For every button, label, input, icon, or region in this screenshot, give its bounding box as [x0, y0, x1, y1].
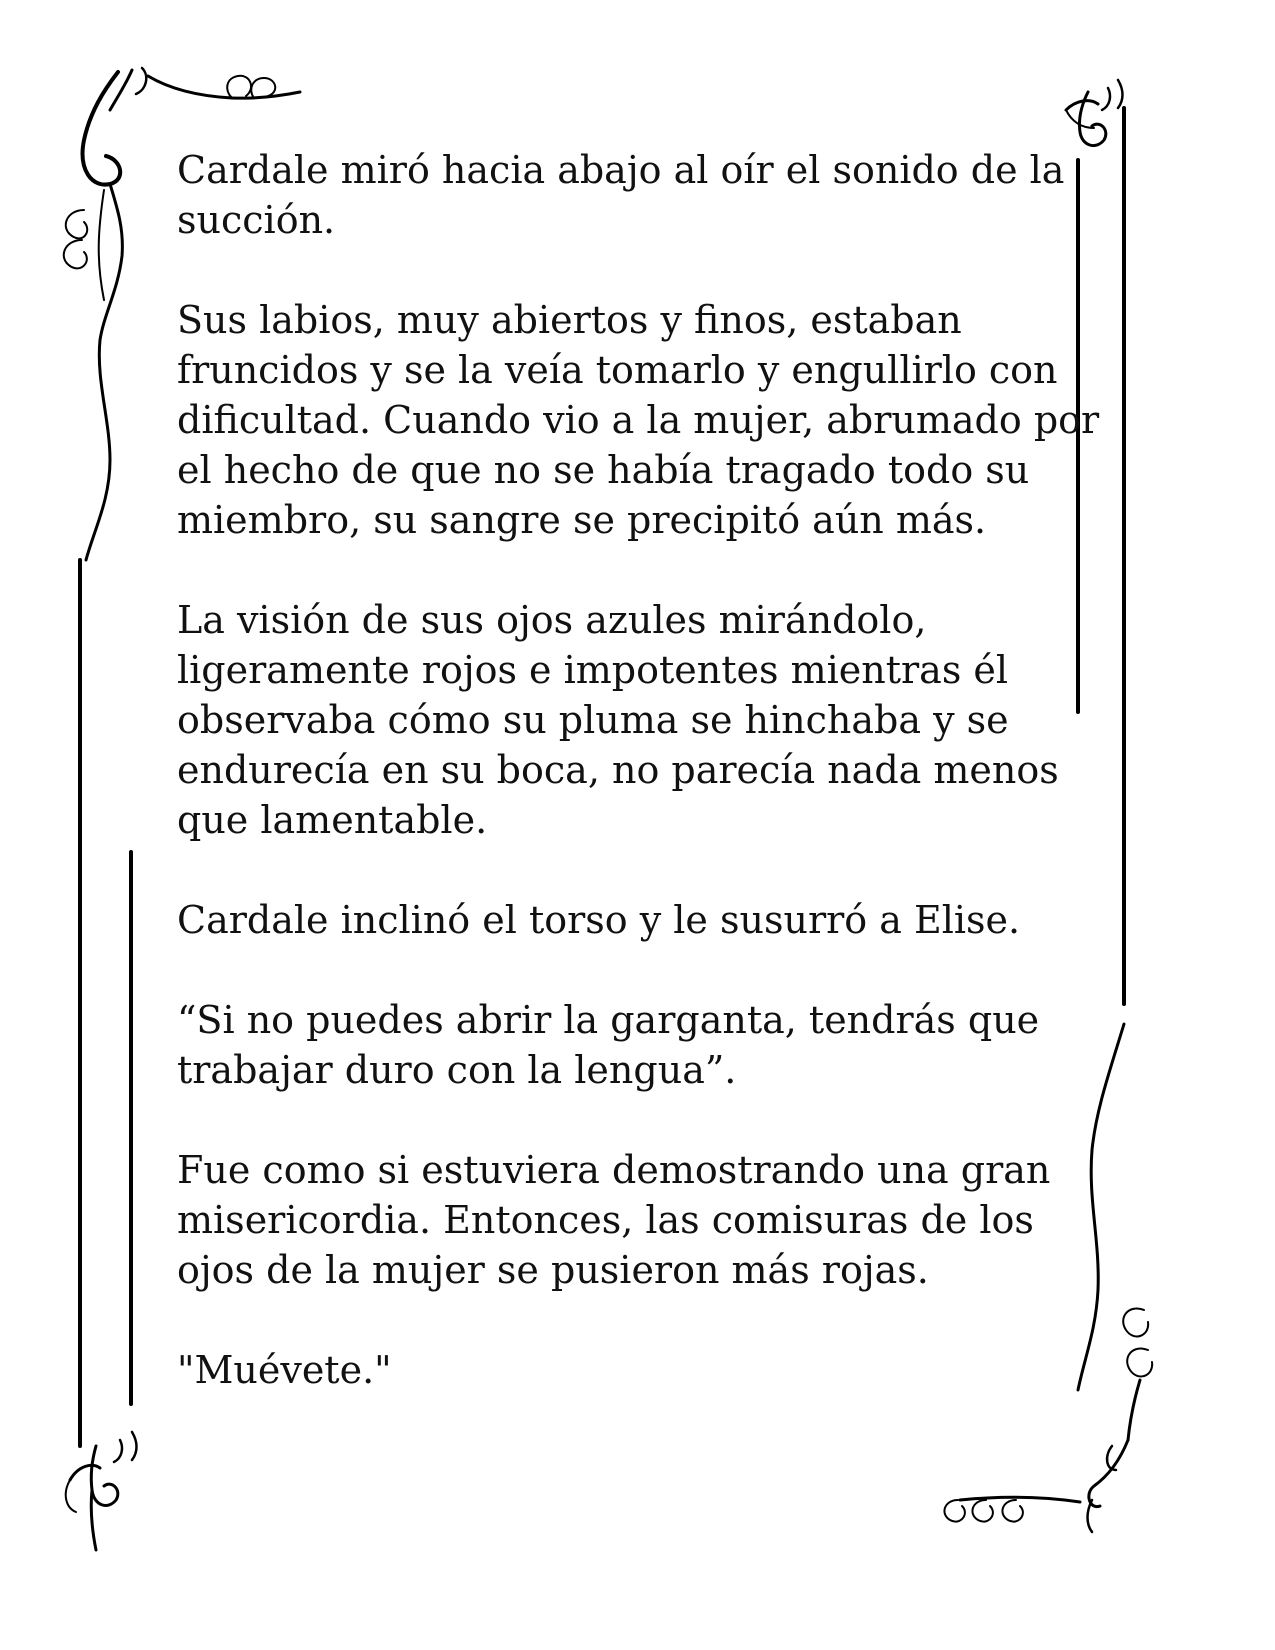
left-border-lines	[80, 560, 131, 1446]
flourish-bottom-left-icon	[66, 1432, 137, 1550]
paragraph: Cardale inclinó el torso y le susurró a Elise.	[177, 898, 1021, 942]
paragraph: Sus labios, muy abiertos y finos, estaban fruncidos y se la veía tomarlo y engullirlo con dificultad. Cuando vio a la mujer, abrumado por el hecho de que no se había tragado todo su miembro, su sangre se precipitó aún más.	[177, 298, 1100, 542]
paragraph: Cardale miró hacia abajo al oír el sonido de la succión.	[177, 148, 1065, 242]
paragraph: La visión de sus ojos azules mirándolo, ligeramente rojos e impotentes mientras él observaba cómo su pluma se hinchaba y se endurecía en su boca, no parecía nada menos que lamentable.	[177, 598, 1059, 842]
paragraph: “Si no puedes abrir la garganta, tendrás que trabajar duro con la lengua”.	[177, 998, 1040, 1092]
story-text	[177, 145, 1107, 1395]
paragraph: "Muévete."	[177, 1348, 392, 1392]
paragraph: Fue como si estuviera demostrando una gran misericordia. Entonces, las comisuras de los ojos de la mujer se pusieron más rojas.	[177, 1148, 1051, 1292]
